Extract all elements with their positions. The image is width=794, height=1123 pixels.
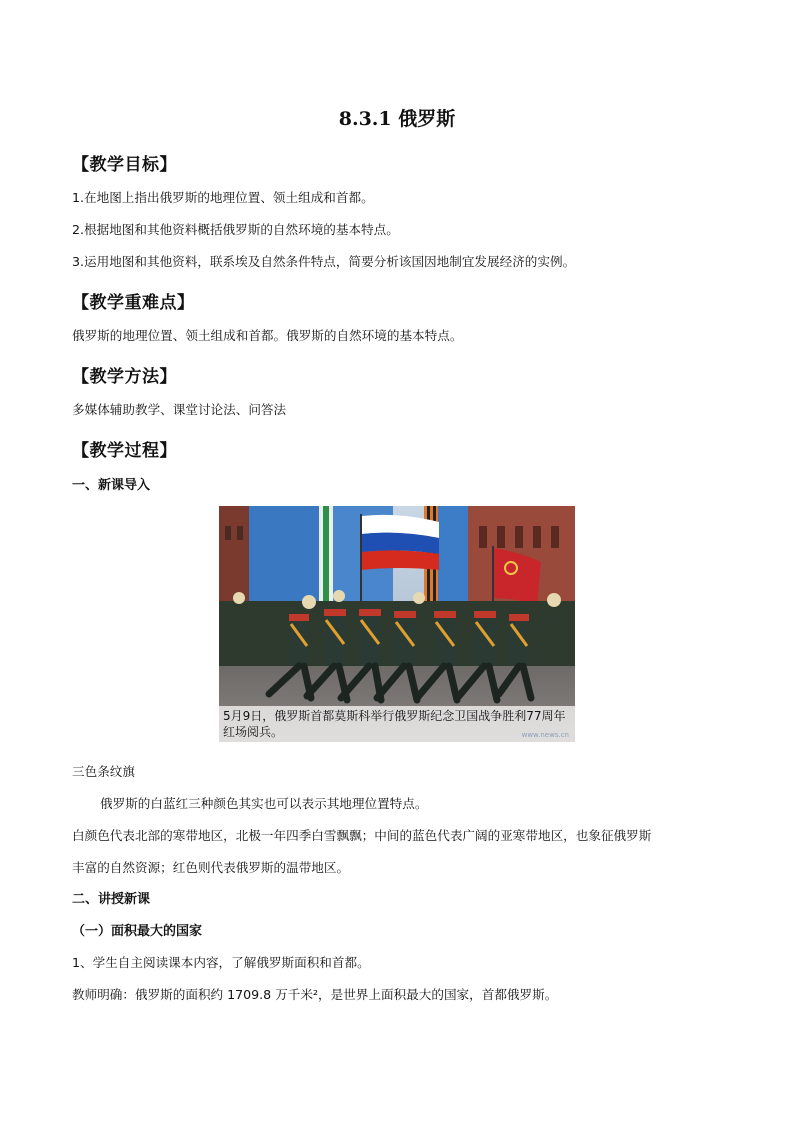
photo-caption: 5月9日，俄罗斯首都莫斯科举行俄罗斯纪念卫国战争胜利77周年红场阅兵。 xyxy=(219,706,575,742)
parade-photo xyxy=(219,506,575,742)
flag-paragraph-1: 俄罗斯的白蓝红三种颜色其实也可以表示其地理位置特点。 xyxy=(100,796,428,811)
key-points-heading: 【教学重难点】 xyxy=(72,293,195,313)
photo-watermark: www.news.cn xyxy=(521,731,569,739)
goals-heading: 【教学目标】 xyxy=(72,155,177,175)
page-title: 8.3.1 俄罗斯 xyxy=(338,108,456,130)
goal-item-2: 2.根据地图和其他资料概括俄罗斯的自然环境的基本特点。 xyxy=(72,222,399,237)
goal-item-3: 3.运用地图和其他资料，联系埃及自然条件特点，简要分析该国因地制宜发展经济的实例。 xyxy=(72,254,576,269)
flag-paragraph-2-line-1: 白颜色代表北部的寒带地区，北极一年四季白雪飘飘；中间的蓝色代表广阔的亚寒带地区，也象征俄罗斯 xyxy=(72,828,652,843)
methods-heading: 【教学方法】 xyxy=(72,367,177,387)
sub-heading-largest-country: （一）面积最大的国家 xyxy=(72,924,203,939)
key-points-text: 俄罗斯的地理位置、领土组成和首都。俄罗斯的自然环境的基本特点。 xyxy=(72,328,463,343)
new-lesson-heading: 二、讲授新课 xyxy=(72,892,151,907)
flag-label: 三色条纹旗 xyxy=(72,764,135,779)
process-heading: 【教学过程】 xyxy=(72,441,177,461)
step-1-text: 1、学生自主阅读课本内容，了解俄罗斯面积和首都。 xyxy=(72,955,370,970)
methods-text: 多媒体辅助教学、课堂讨论法、问答法 xyxy=(72,402,287,417)
teacher-note: 教师明确：俄罗斯的面积约 1709.8 万千米²，是世界上面积最大的国家，首都俄罗斯。 xyxy=(72,987,558,1002)
goal-item-1: 1.在地图上指出俄罗斯的地理位置、领土组成和首都。 xyxy=(72,190,374,205)
intro-heading: 一、新课导入 xyxy=(72,478,151,493)
flag-paragraph-2-line-2: 丰富的自然资源；红色则代表俄罗斯的温带地区。 xyxy=(72,860,350,875)
